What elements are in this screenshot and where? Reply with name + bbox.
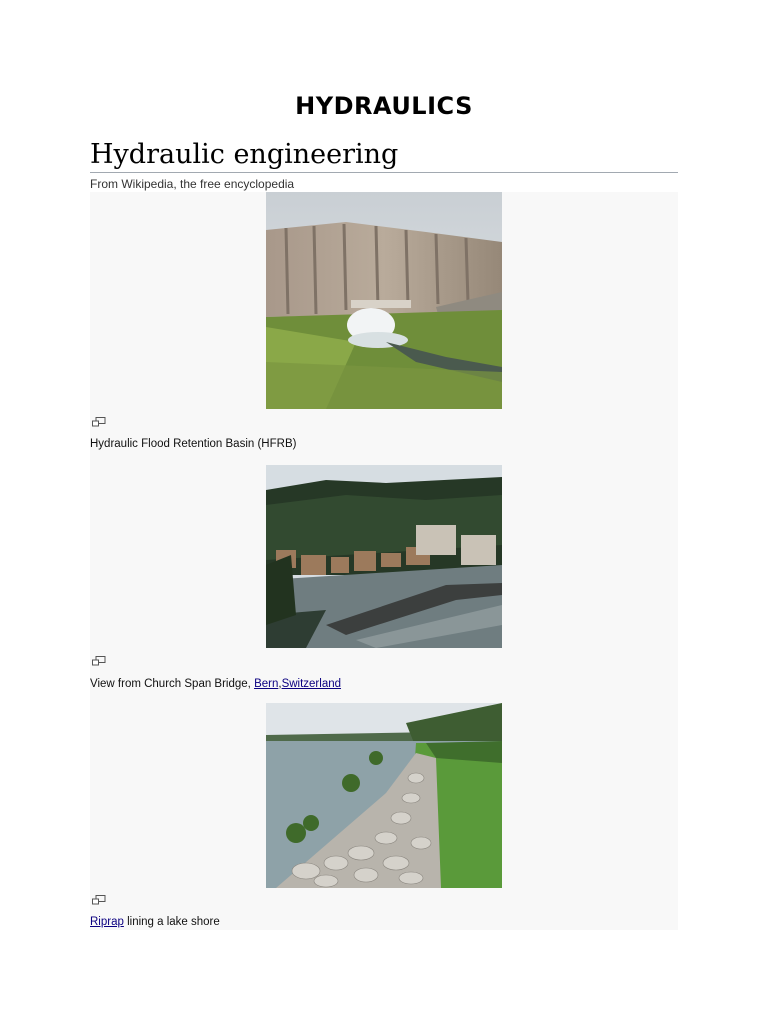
article-heading: Hydraulic engineering	[90, 138, 678, 173]
caption-text: Hydraulic Flood Retention Basin (HFRB)	[90, 438, 297, 450]
riprap-lake-shore-photo[interactable]	[266, 703, 502, 888]
magnify-clip-icon[interactable]	[92, 653, 106, 663]
article-tagline: From Wikipedia, the free encyclopedia	[90, 177, 295, 191]
caption-text: lining a lake shore	[123, 916, 220, 928]
document-title: HYDRAULICS	[295, 92, 473, 120]
caption-text: View from Church Span Bridge,	[90, 678, 255, 690]
dam-spillway-photo[interactable]	[266, 192, 502, 409]
riprap-link[interactable]: Riprap	[90, 916, 124, 928]
bern-link[interactable]: Bern	[254, 678, 279, 690]
river-town-weir-photo[interactable]	[266, 465, 502, 648]
figure-caption-3	[90, 916, 220, 928]
figure-caption-2	[90, 678, 341, 690]
magnify-clip-icon[interactable]	[92, 414, 106, 424]
switzerland-link[interactable]: Switzerland	[281, 678, 342, 690]
figure-caption-1	[90, 438, 296, 450]
caption-separator: ,	[278, 678, 282, 690]
magnify-clip-icon[interactable]	[92, 892, 106, 902]
